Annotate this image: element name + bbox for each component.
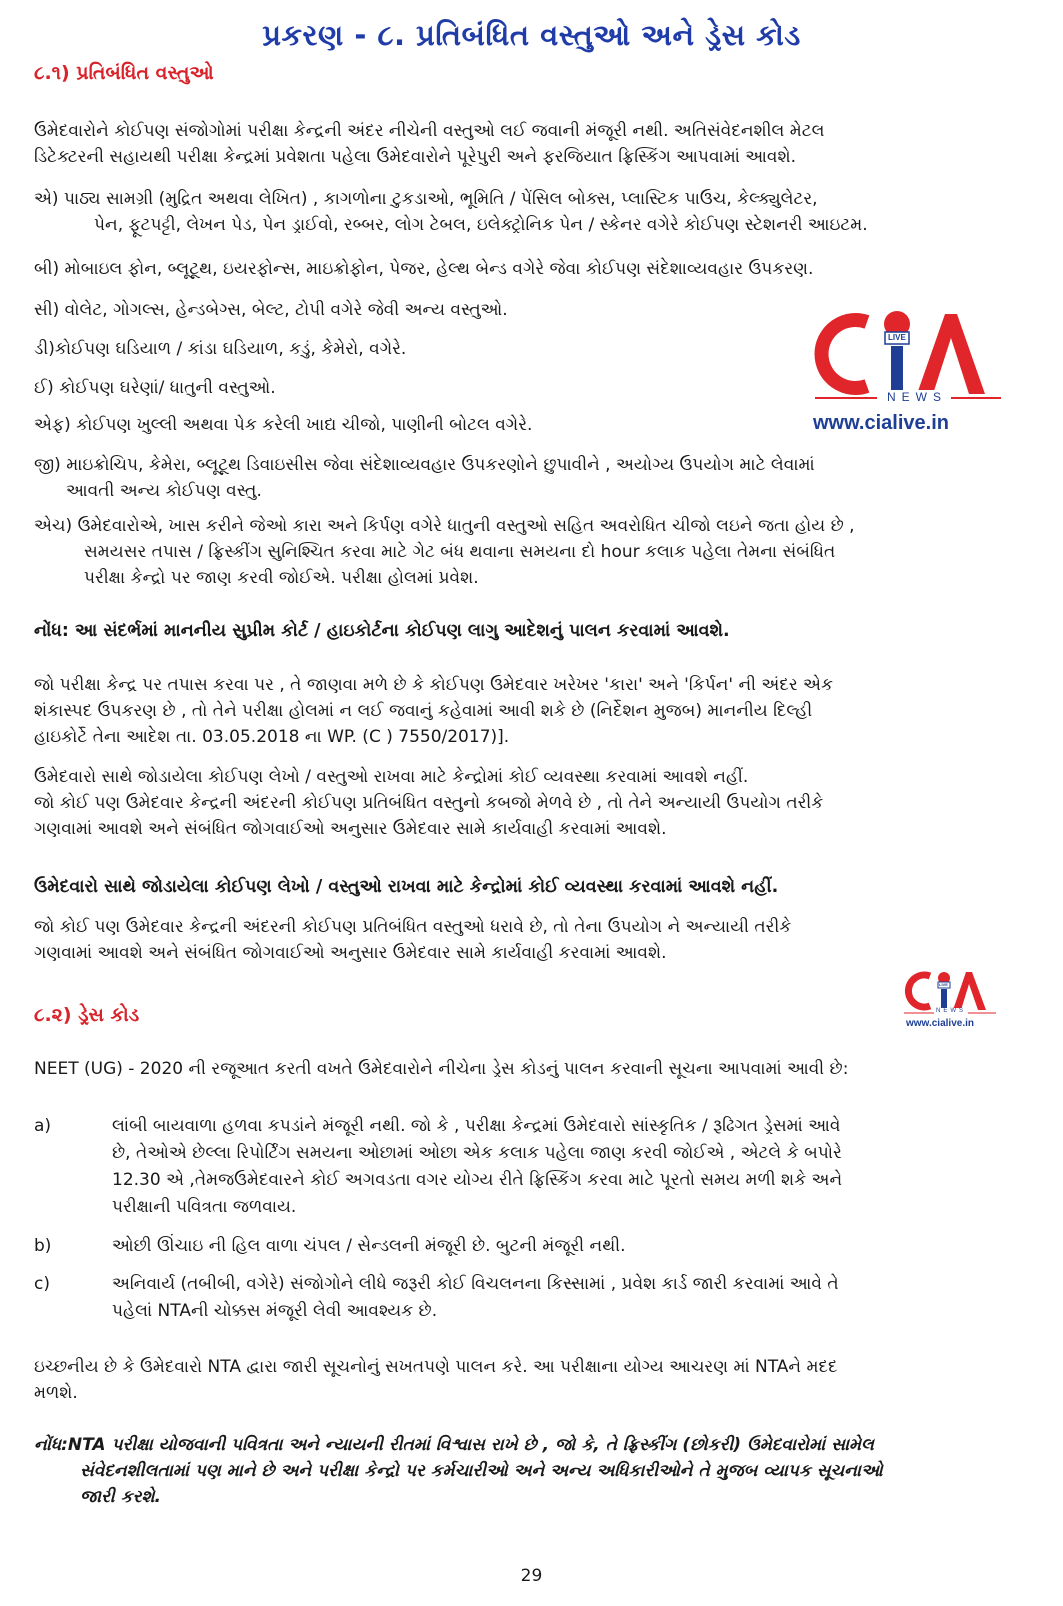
- nta-note-line-3: જારી કરશે.: [80, 1487, 161, 1507]
- restricted-item-b: બી) મોબાઇલ ફોન, બ્લૂટૂથ, ઇયરફોન્સ, માઇક્રોફોન, પેજર, હેલ્થ બેન્ડ વગેરે જેવા કોઈપણ સંદેશાવ્યવહાર ઉપકરણ.: [34, 259, 814, 279]
- intro-paragraph: [34, 118, 1024, 170]
- storage-line-2: જો કોઈ પણ ઉમેદવાર કેન્દ્રની અંદરની કોઈપણ પ્રતિબંધિત વસ્તુનો કબજો મેળવે છે , તો તેને અન્યાયી ઉપયોગ તરીકે: [34, 793, 824, 813]
- restricted-item-h-line-2: સમયસર તપાસ / ફ્રિસ્કીંગ સુનિશ્ચિત કરવા માટે ગેટ બંધ થવાના સમયના દો hour કલાક પહેલા તેમના સંબંધિત: [84, 542, 836, 562]
- restricted-item-a-line-2: પેન, ફૂટપટ્ટી, લેખન પેડ, પેન ડ્રાઈવો, રબ્બર, લોગ ટેબલ, ઇલેક્ટ્રોનિક પેન / સ્કેનર વગેરે કોઈપણ સ્ટેશનરી આઇટમ.: [94, 215, 868, 235]
- storage-line-3: ગણવામાં આવશે અને સંબંધિત જોગવાઈઓ અનુસાર ઉમેદવાર સામે કાર્યવાહી કરવામાં આવશે.: [34, 819, 667, 839]
- unfair-means-paragraph: [34, 914, 1024, 966]
- storage-bold-note: ઉમેદવારો સાથે જોડાયેલા કોઈપણ લેખો / વસ્તુઓ રાખવા માટે કેન્દ્રોમાં કોઈ વ્યવસ્થા કરવામાં આવશે નહીં.: [34, 877, 779, 897]
- cia-news-logo: [805, 300, 1015, 440]
- restricted-item-a-line-1: એ) પાઠ્ય સામગ્રી (મુદ્રિત અથવા લેખિત) , કાગળોના ટુકડાઓ, ભૂમિતિ / પેંસિલ બોક્સ, પ્લાસ્ટિક પાઉચ, કેલ્ક્યુલેટર,: [34, 189, 818, 209]
- dress-code-item-a: [34, 1113, 1024, 1221]
- dress-code-c-line-2: પહેલાં NTAની ચોક્કસ મંજૂરી લેવી આવશ્યક છે.: [112, 1301, 438, 1321]
- logo-letter-c: [908, 975, 930, 1007]
- unfair-means-line-1: જો કોઈ પણ ઉમેદવાર કેન્દ્રની અંદરની કોઈપણ પ્રતિબંધિત વસ્તુઓ ધરાવે છે, તો તેના ઉપયોગ ને અન્યાયી તરીકે: [34, 917, 792, 937]
- closing-line-1: ઇચ્છનીય છે કે ઉમેદવારો NTA દ્વારા જારી સૂચનોનું સખતપણે પાલન કરે. આ પરીક્ષાના યોગ્ય આચરણ માં NTAને મદદ: [34, 1357, 838, 1377]
- cia-news-logo-small: [900, 968, 1000, 1030]
- intro-line-1: ઉમેદવારોને કોઈપણ સંજોગોમાં પરીક્ષા કેન્દ્રની અંદર નીચેની વસ્તુઓ લઈ જવાની મંજૂરી નથી. અતિસંવેદનશીલ મેટલ: [34, 121, 825, 141]
- logo-url-small: www.cialive.in: [906, 1018, 974, 1029]
- nta-note-line-2: સંવેદનશીલતામાં પણ માને છે અને પરીક્ષા કેન્દ્રો પર કર્મચારીઓ અને અન્ય અધિકારીઓને તે મુજબ વ્યાપક સૂચનાઓ: [80, 1461, 883, 1481]
- restricted-item-g: [34, 452, 1024, 504]
- dress-code-b-line-1: ઓછી ઊંચાઇ ની હિલ વાળા ચંપલ / સેન્ડલની મંજૂરી છે. બુટની મંજૂરી નથી.: [112, 1236, 626, 1256]
- restricted-item-a: [34, 186, 1024, 238]
- storage-paragraph: [34, 764, 1024, 842]
- page-number: 29: [520, 1566, 543, 1586]
- dress-code-item-c-text: [112, 1271, 1024, 1325]
- court-order-paragraph: [34, 672, 1024, 750]
- storage-line-1: ઉમેદવારો સાથે જોડાયેલા કોઈપણ લેખો / વસ્તુઓ રાખવા માટે કેન્દ્રોમાં કોઈ વ્યવસ્થા કરવામાં આવશે નહીં.: [34, 767, 749, 787]
- logo-letter-a: [917, 314, 985, 394]
- closing-paragraph: [34, 1354, 1024, 1406]
- unfair-means-line-2: ગણવામાં આવશે અને સંબંધિત જોગવાઈઓ અનુસાર ઉમેદવાર સામે કાર્યવાહી કરવામાં આવશે.: [34, 943, 667, 963]
- list-marker: c): [34, 1274, 50, 1294]
- section-heading-restricted-items: ૮.૧) પ્રતિબંધિત વસ્તુઓ: [34, 62, 214, 84]
- dress-code-c-line-1: અનિવાર્ય (તબીબી, વગેરે) સંજોગોને લીધે જરૂરી કોઈ વિચલનના કિસ્સામાં , પ્રવેશ કાર્ડ જારી કરવામાં આવે તે: [112, 1274, 839, 1294]
- supreme-court-note: નોંધ: આ સંદર્ભમાં માનનીય સુપ્રીમ કોર્ટ / હાઇકોર્ટના કોઈપણ લાગુ આદેશનું પાલન કરવામાં આવશે.: [34, 621, 730, 641]
- dress-code-a-line-3: 12.30 એ ,તેમજઉમેદવારને કોઈ અગવડતા વગર યોગ્ય રીતે ફ્રિસ્કિંગ કરવા માટે પૂરતો સમય મળી શકે અને: [112, 1170, 843, 1190]
- logo-url: www.cialive.in: [813, 412, 949, 434]
- list-marker: b): [34, 1236, 52, 1256]
- restricted-item-g-line-1: જી) માઇક્રોચિપ, કેમેરા, બ્લૂટૂથ ડિવાઇસીસ જેવા સંદેશાવ્યવહાર ઉપકરણોને છુપાવીને , અયોગ્ય ઉપયોગ માટે લેવામાં: [34, 455, 815, 475]
- dress-code-item-a-text: [112, 1113, 1024, 1221]
- restricted-item-g-line-2: આવતી અન્ય કોઈપણ વસ્તુ.: [66, 481, 262, 501]
- microphone-stem: [891, 346, 903, 394]
- logo-live-badge-small: LIVE: [939, 982, 948, 987]
- restricted-item-h-line-1: એચ) ઉમેદવારોએ, ખાસ કરીને જેઓ કારા અને કિર્પણ વગેરે ધાતુની વસ્તુઓ સહિત અવરોધિત ચીજો લઇને જતા હોય છે ,: [34, 516, 855, 536]
- intro-line-2: ડિટેક્ટરની સહાયથી પરીક્ષા કેન્દ્રમાં પ્રવેશતા પહેલા ઉમેદવારોને પૂરેપુરી અને ફરજિયાત ફ્રિસ્કિંગ આપવામાં આવશે.: [34, 147, 796, 167]
- microphone-stem: [941, 989, 947, 1010]
- dress-code-item-c: [34, 1271, 1024, 1325]
- dress-code-a-line-2: છે, તેઓએ છેલ્લા રિપોર્ટિંગ સમયના ઓછામાં ઓછા એક કલાક પહેલા જાણ કરવી જોઈએ , એટલે કે બપોરે: [112, 1143, 842, 1163]
- restricted-item-c: સી) વોલેટ, ગોગલ્સ, હેન્ડબેગ્સ, બેલ્ટ, ટોપી વગેરે જેવી અન્ય વસ્તુઓ.: [34, 300, 508, 320]
- nta-note: [34, 1432, 1029, 1510]
- restricted-item-h: [34, 513, 1024, 591]
- list-marker: a): [34, 1116, 52, 1136]
- dress-code-a-line-1: લાંબી બાયવાળા હળવા કપડાંને મંજૂરી નથી. જો કે , પરીક્ષા કેન્દ્રમાં ઉમેદવારો સાંસ્કૃતિક / રૂઢિગત ડ્રેસમાં આવે: [112, 1116, 841, 1136]
- dress-code-item-b: [34, 1233, 1024, 1260]
- logo-tagline: NEWS: [883, 390, 951, 404]
- nta-note-line-1: નોંધ:NTA પરીક્ષા યોજવાની પવિત્રતા અને ન્યાયની રીતમાં વિશ્વાસ રાખે છે , જો કે, તે ફ્રિસ્કીંગ (છોકરી) ઉમેદવારોમાં સામેલ: [34, 1435, 874, 1455]
- restricted-item-h-line-3: પરીક્ષા કેન્દ્રો પર જાણ કરવી જોઈએ. પરીક્ષા હોલમાં પ્રવેશ.: [84, 568, 479, 588]
- court-order-line-2: શંકાસ્પદ ઉપકરણ છે , તો તેને પરીક્ષા હોલમાં ન લઈ જવાનું કહેવામાં આવી શકે છે (નિર્દેશન મુજબ) માનનીય દિલ્હી: [34, 701, 813, 721]
- logo-live-badge: LIVE: [888, 333, 906, 342]
- court-order-line-1: જો પરીક્ષા કેન્દ્ર પર તપાસ કરવા પર , તે જાણવા મળે છે કે કોઈપણ ઉમેદવાર ખરેખર 'કારા' અને 'કિર્પન' ની અંદર એક: [34, 675, 833, 695]
- logo-letter-a: [953, 972, 986, 1010]
- closing-line-2: મળશે.: [34, 1383, 78, 1403]
- logo-tagline-small: NEWS: [936, 1008, 966, 1014]
- court-order-line-3: હાઇકોર્ટે તેના આદેશ તા. 03.05.2018 ના WP. (C ) 7550/2017)].: [34, 727, 510, 747]
- page-title: પ્રકરણ - ૮. પ્રતિબંધિત વસ્તુઓ અને ડ્રેસ કોડ: [262, 18, 801, 52]
- logo-letter-c: [822, 320, 867, 388]
- restricted-item-f: એફ) કોઈપણ ખુલ્લી અથવા પેક કરેલી ખાદ્ય ચીજો, પાણીની બોટલ વગેરે.: [34, 415, 533, 435]
- dress-code-a-line-4: પરીક્ષાની પવિત્રતા જળવાય.: [112, 1197, 297, 1217]
- restricted-item-d: ડી)કોઈપણ ઘડિયાળ / કાંડા ઘડિયાળ, કડું, કેમેરો, વગેરે.: [34, 339, 407, 359]
- restricted-item-e: ઈ) કોઈપણ ઘરેણાં/ ધાતુની વસ્તુઓ.: [34, 378, 276, 398]
- section-heading-dress-code: ૮.૨) ડ્રેસ કોડ: [34, 1004, 140, 1026]
- dress-code-intro: NEET (UG) - 2020 ની રજૂઆત કરતી વખતે ઉમેદવારોને નીચેના ડ્રેસ કોડનું પાલન કરવાની સૂચના આપવામાં આવી છે:: [34, 1059, 849, 1079]
